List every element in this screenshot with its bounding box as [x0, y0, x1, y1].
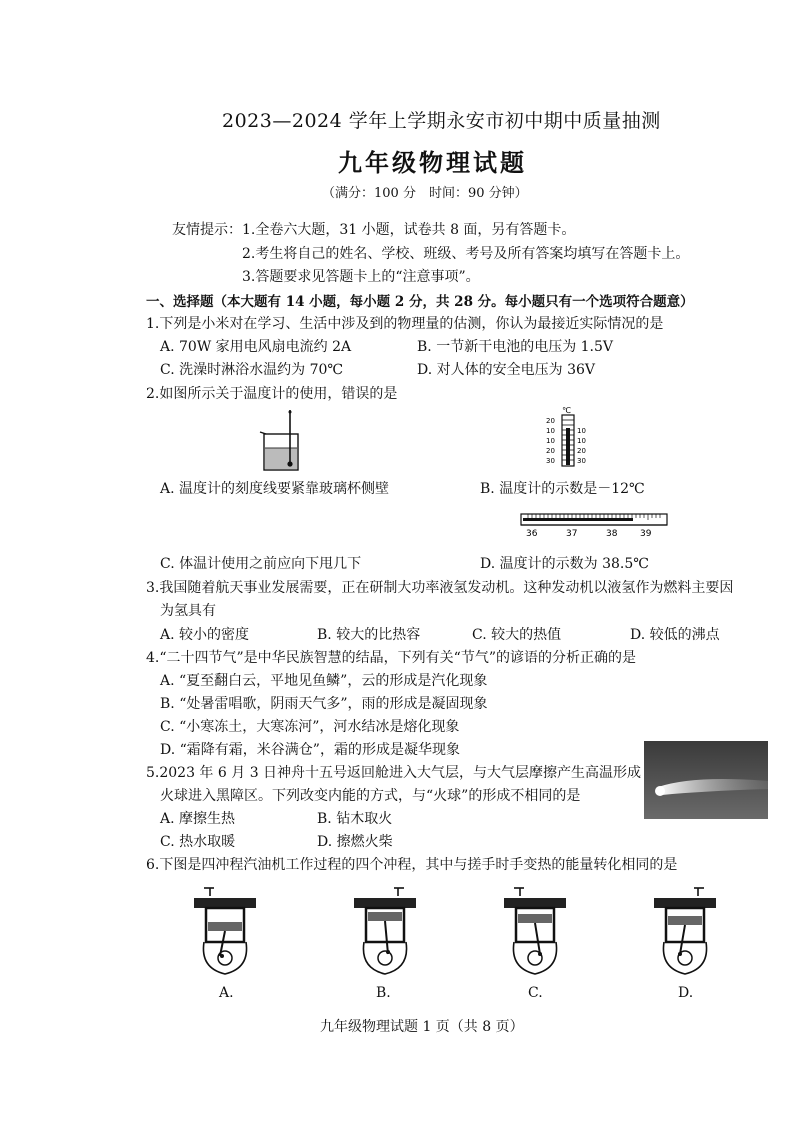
tips-line-1: 友情提示：1.全卷六大题，31 小题，试卷共 8 面，另有答题卡。: [172, 222, 576, 238]
thermo-tick-r1: 10: [577, 437, 586, 445]
clinical-thermometer-figure: [520, 512, 668, 540]
thermo-unit: ℃: [562, 406, 571, 415]
q6-stem: 6.下图是四冲程汽油机工作过程的四个冲程，其中与搓手时手变热的能量转化相同的是: [146, 857, 678, 873]
q5-stem-line-1: 5.2023 年 6 月 3 日神舟十五号返回舱进入大气层，与大气层摩擦产生高温形成: [146, 765, 642, 781]
section-1-heading: 一、选择题（本大题有 14 小题，每小题 2 分，共 28 分。每小题只有一个选项符合题意）: [146, 294, 694, 310]
engine-stroke-c: [502, 888, 568, 982]
q5-option-d: D. 擦燃火柴: [317, 834, 393, 850]
tips-line-2: 2.考生将自己的姓名、学校、班级、考号及所有答案均填写在答题卡上。: [242, 246, 690, 262]
engine-label-b: B.: [376, 985, 391, 1001]
thermo-tick-l2: 10: [546, 437, 555, 445]
engine-label-a: A.: [219, 985, 234, 1001]
engine-stroke-b: [352, 888, 418, 982]
engine-label-c: C.: [528, 985, 543, 1001]
q3-stem-line-2: 为氢具有: [160, 603, 216, 619]
q5-option-c: C. 热水取暖: [160, 834, 236, 850]
thermometer-figure: [540, 404, 596, 468]
engine-stroke-d: [652, 888, 718, 982]
q2-stem: 2.如图所示关于温度计的使用，错误的是: [146, 386, 398, 402]
page-footer: 九年级物理试题 1 页（共 8 页）: [320, 1019, 524, 1035]
q3-option-b: B. 较大的比热容: [317, 627, 421, 643]
q4-option-b: B. “处暑雷唱歌，阴雨天气多”，雨的形成是凝固现象: [160, 696, 488, 712]
q4-stem: 4.“二十四节气”是中华民族智慧的结晶，下列有关“节气”的谚语的分析正确的是: [146, 650, 636, 666]
clinical-tick-38: 38: [606, 529, 618, 539]
thermo-tick-l3: 20: [546, 447, 555, 455]
q2-option-c: C. 体温计使用之前应向下甩几下: [160, 556, 362, 572]
q5-option-a: A. 摩擦生热: [160, 811, 236, 827]
thermo-tick-r2: 20: [577, 447, 586, 455]
exam-subtitle: 九年级物理试题: [338, 148, 527, 177]
q5-stem-line-2: 火球进入黑障区。下列改变内能的方式，与“火球”的形成不相同的是: [160, 788, 581, 804]
engine-label-d: D.: [678, 985, 694, 1001]
q2-option-b: B. 温度计的示数是－12℃: [480, 481, 645, 497]
thermo-tick-l4: 30: [546, 457, 555, 465]
q5-option-b: B. 钻木取火: [317, 811, 393, 827]
q4-option-c: C. “小寒冻土，大寒冻河”，河水结冰是熔化现象: [160, 719, 460, 735]
tips-line-3: 3.答题要求见答题卡上的“注意事项”。: [242, 269, 480, 285]
fireball-photo: [644, 741, 768, 819]
q3-stem-line-1: 3.我国随着航天事业发展需要，正在研制大功率液氢发动机。这种发动机以液氢作为燃料主要因: [146, 580, 734, 596]
thermo-tick-l1: 10: [546, 427, 555, 435]
q2-option-a: A. 温度计的刻度线要紧靠玻璃杯侧壁: [160, 481, 390, 497]
clinical-tick-39: 39: [640, 529, 652, 539]
thermo-tick-l0: 20: [546, 417, 555, 425]
q1-option-c: C. 洗澡时淋浴水温约为 70℃: [160, 362, 344, 378]
beaker-figure: [256, 410, 316, 476]
q1-stem: 1.下列是小米对在学习、生活中涉及到的物理量的估测，你认为最接近实际情况的是: [146, 316, 664, 332]
q1-option-b: B. 一节新干电池的电压为 1.5V: [417, 339, 614, 355]
clinical-tick-36: 36: [526, 529, 538, 539]
exam-title: 2023—2024 学年上学期永安市初中期中质量抽测: [222, 110, 661, 132]
q4-option-d: D. “霜降有霜，米谷满仓”，霜的形成是凝华现象: [160, 742, 460, 758]
q1-option-d: D. 对人体的安全电压为 36V: [417, 362, 596, 378]
thermo-tick-r3: 30: [577, 457, 586, 465]
q3-option-c: C. 较大的热值: [472, 627, 562, 643]
q3-option-d: D. 较低的沸点: [630, 627, 720, 643]
exam-info: （满分：100 分 时间：90 分钟）: [322, 186, 528, 201]
q3-option-a: A. 较小的密度: [160, 627, 250, 643]
q2-option-d: D. 温度计的示数为 38.5℃: [480, 556, 649, 572]
engine-stroke-a: [192, 888, 258, 982]
q1-option-a: A. 70W 家用电风扇电流约 2A: [160, 339, 352, 355]
clinical-tick-37: 37: [566, 529, 578, 539]
thermo-tick-r0: 10: [577, 427, 586, 435]
q4-option-a: A. “夏至翻白云，平地见鱼鳞”，云的形成是汽化现象: [160, 673, 488, 689]
